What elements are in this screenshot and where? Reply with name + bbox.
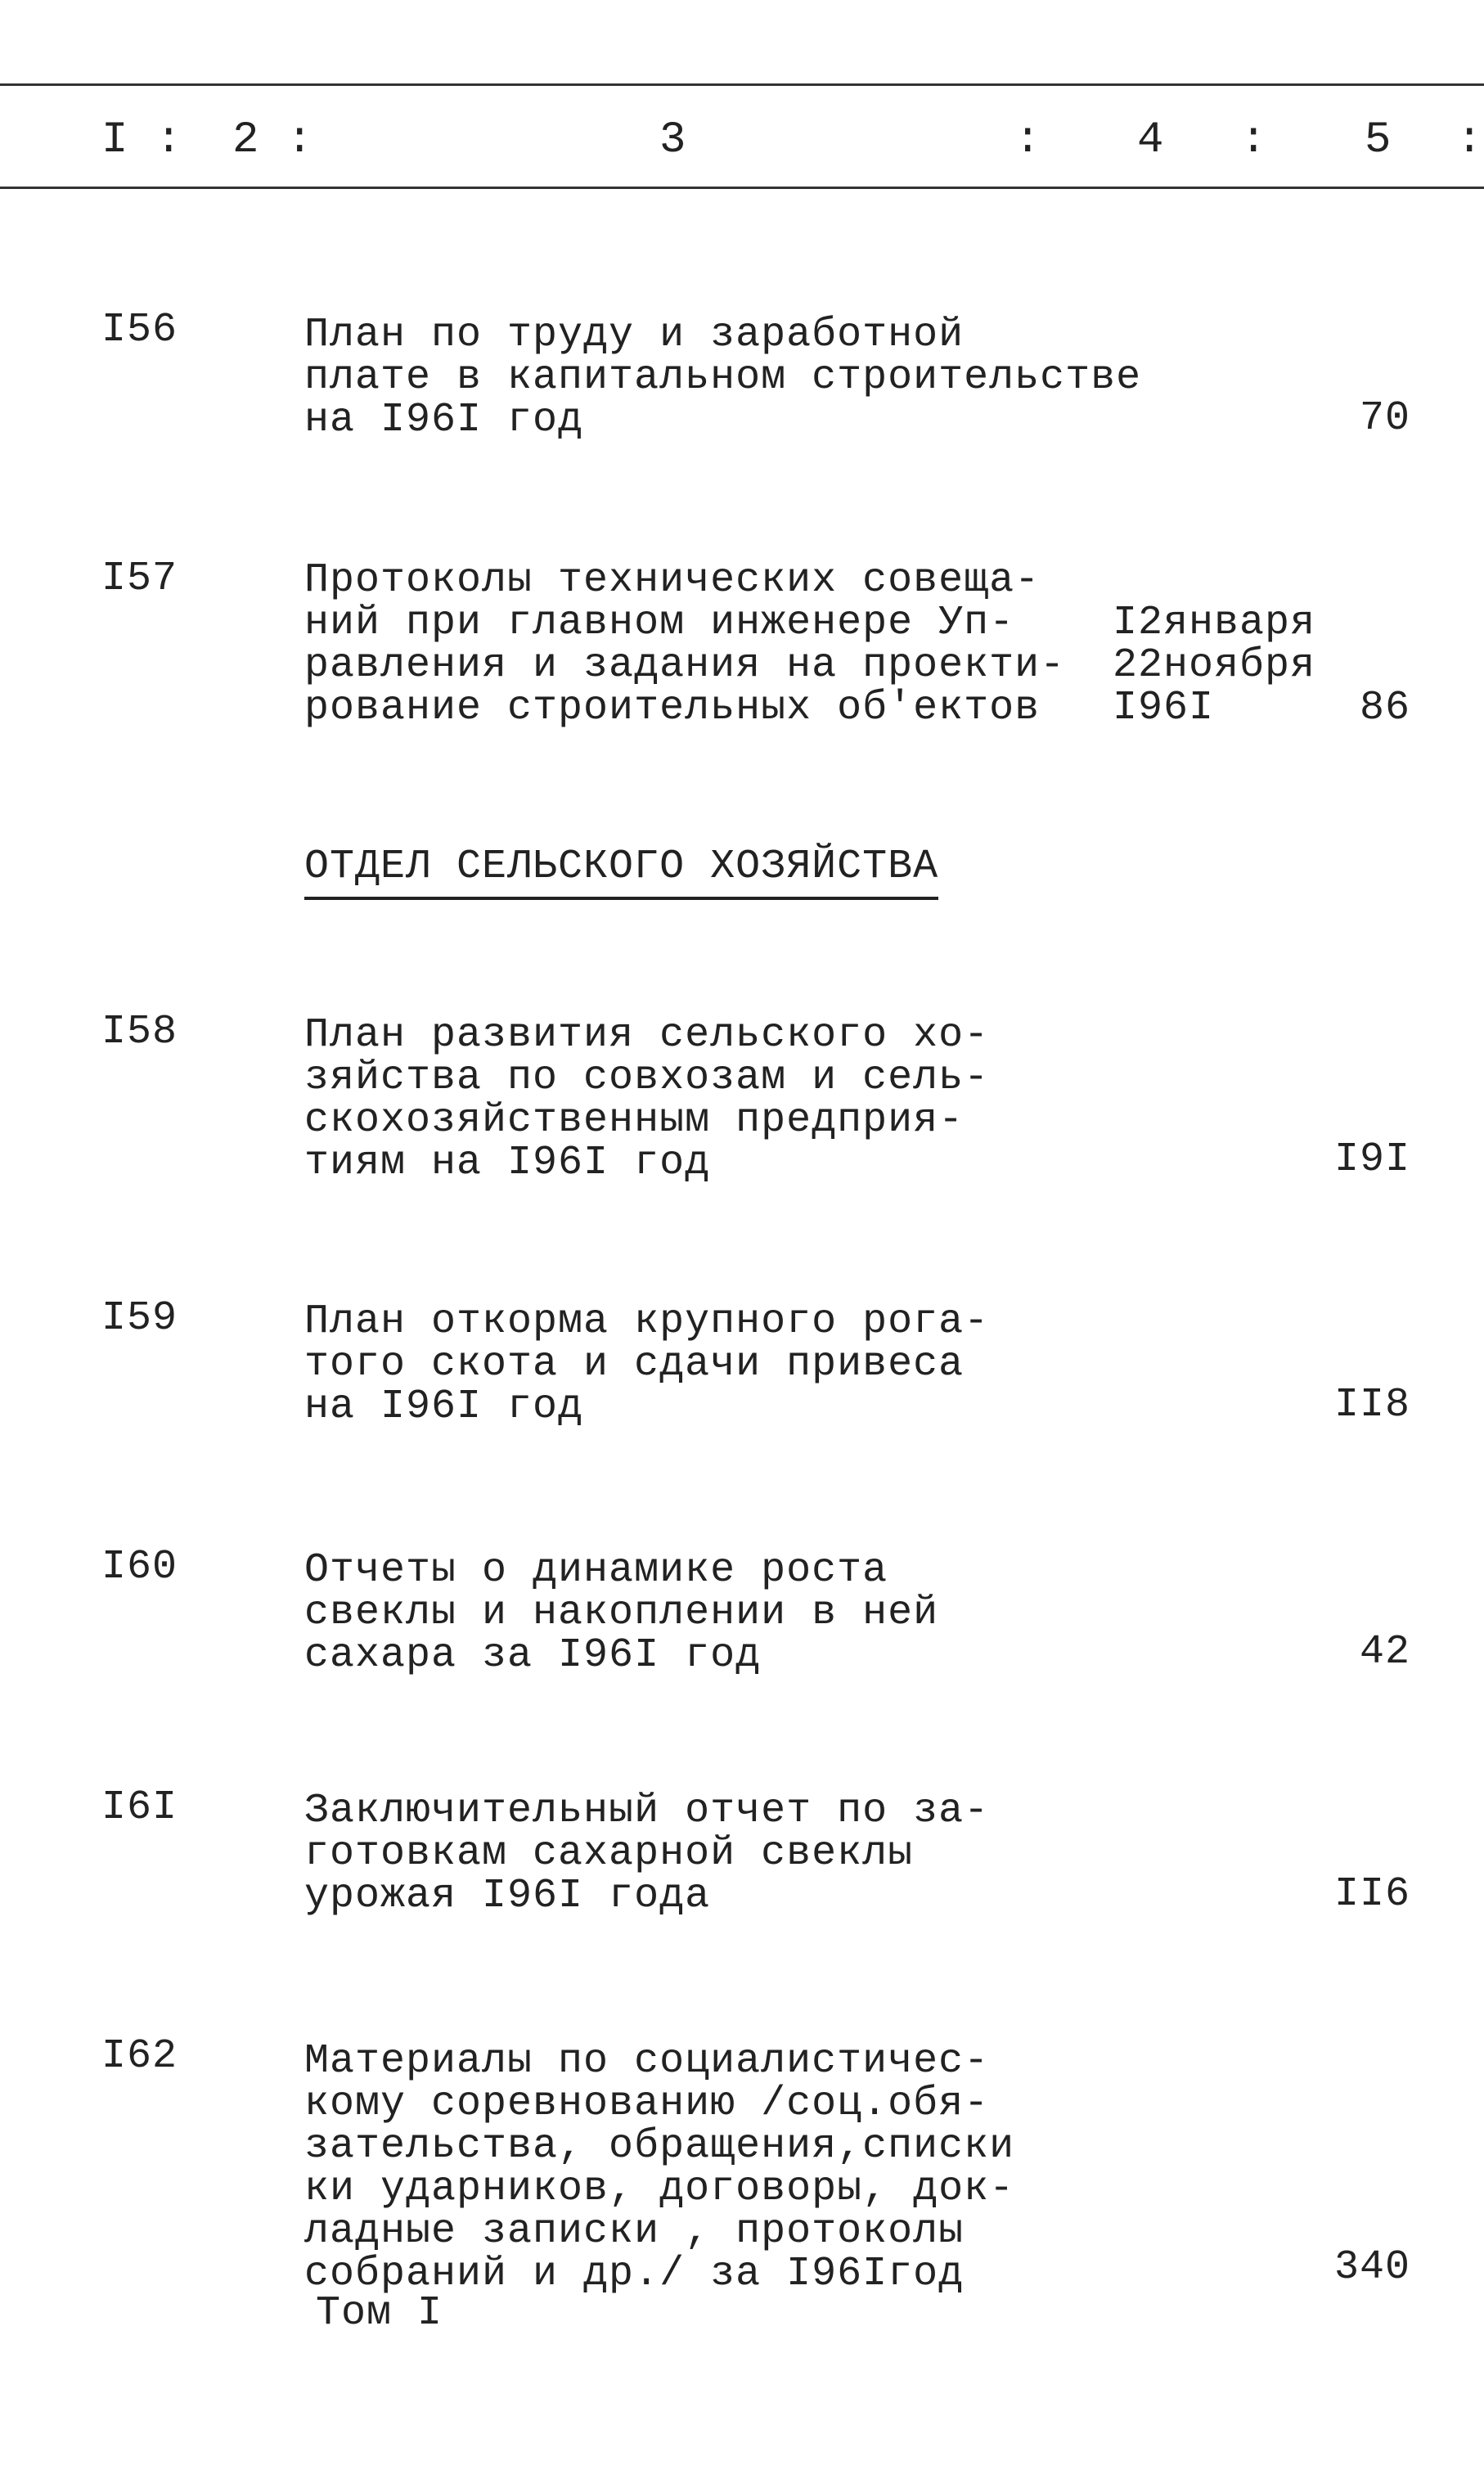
entry-description: Отчеты о динамике роста свеклы и накоплении в ней сахара за I96I год xyxy=(304,1547,939,1679)
entry-number: I60 xyxy=(101,1544,178,1590)
header-col-2: 2 xyxy=(232,115,259,165)
entry-description: План развития сельского хо- зяйства по совхозам и сель- скохозяйственным предприя- тиям на I96I год xyxy=(304,1012,990,1186)
entry-pages: 42 xyxy=(1359,1629,1410,1676)
entry-pages: II6 xyxy=(1333,1871,1410,1918)
volume-label: Том I xyxy=(316,2290,443,2337)
header-col-5: 5 xyxy=(1365,115,1392,165)
entry-number: I62 xyxy=(101,2033,178,2080)
entry-pages: 86 xyxy=(1359,685,1410,731)
entry-dates: I2января 22ноября I96I xyxy=(1113,600,1316,731)
header-separator: : xyxy=(1456,115,1483,165)
entry-number: I58 xyxy=(101,1009,178,1055)
entry-description: Материалы по социалистичес- кому соревнованию /соц.обя- зательства, обращения,списки ки ударников, договоры, док- ладные записки , протоколы собраний и др./ за I96Iгод xyxy=(304,2038,1015,2297)
entry-pages: II8 xyxy=(1333,1382,1410,1428)
entry-pages: I9I xyxy=(1333,1136,1410,1183)
entry-number: I56 xyxy=(101,307,178,353)
section-heading: ОТДЕЛ СЕЛЬСКОГО ХОЗЯЙСТВА xyxy=(304,843,938,900)
header-col-1: I xyxy=(101,115,128,165)
entry-description: Протоколы технических совеща- ний при главном инженере Уп- равления и задания на проекти- рование строительных об'ектов xyxy=(304,557,1066,731)
entry-number: I57 xyxy=(101,556,178,602)
entry-number: I6I xyxy=(101,1784,178,1831)
entry-description: План откорма крупного рога- того скота и сдачи привеса на I96I год xyxy=(304,1298,990,1430)
header-separator: : xyxy=(1014,115,1041,165)
header-col-3: 3 xyxy=(659,115,686,165)
header-separator: : xyxy=(286,115,313,165)
header-bottom-rule xyxy=(0,187,1484,189)
entry-pages: 70 xyxy=(1359,395,1410,442)
entry-number: I59 xyxy=(101,1295,178,1342)
header-separator: : xyxy=(155,115,182,165)
header-separator: : xyxy=(1240,115,1267,165)
header-col-4: 4 xyxy=(1137,115,1164,165)
entry-pages: 340 xyxy=(1333,2244,1410,2291)
entry-description: План по труду и заработной плате в капитальном строительстве на I96I год xyxy=(304,312,1142,443)
header-top-rule xyxy=(0,83,1484,86)
entry-description: Заключительный отчет по за- готовкам сахарной свеклы урожая I96I года xyxy=(304,1788,990,1919)
